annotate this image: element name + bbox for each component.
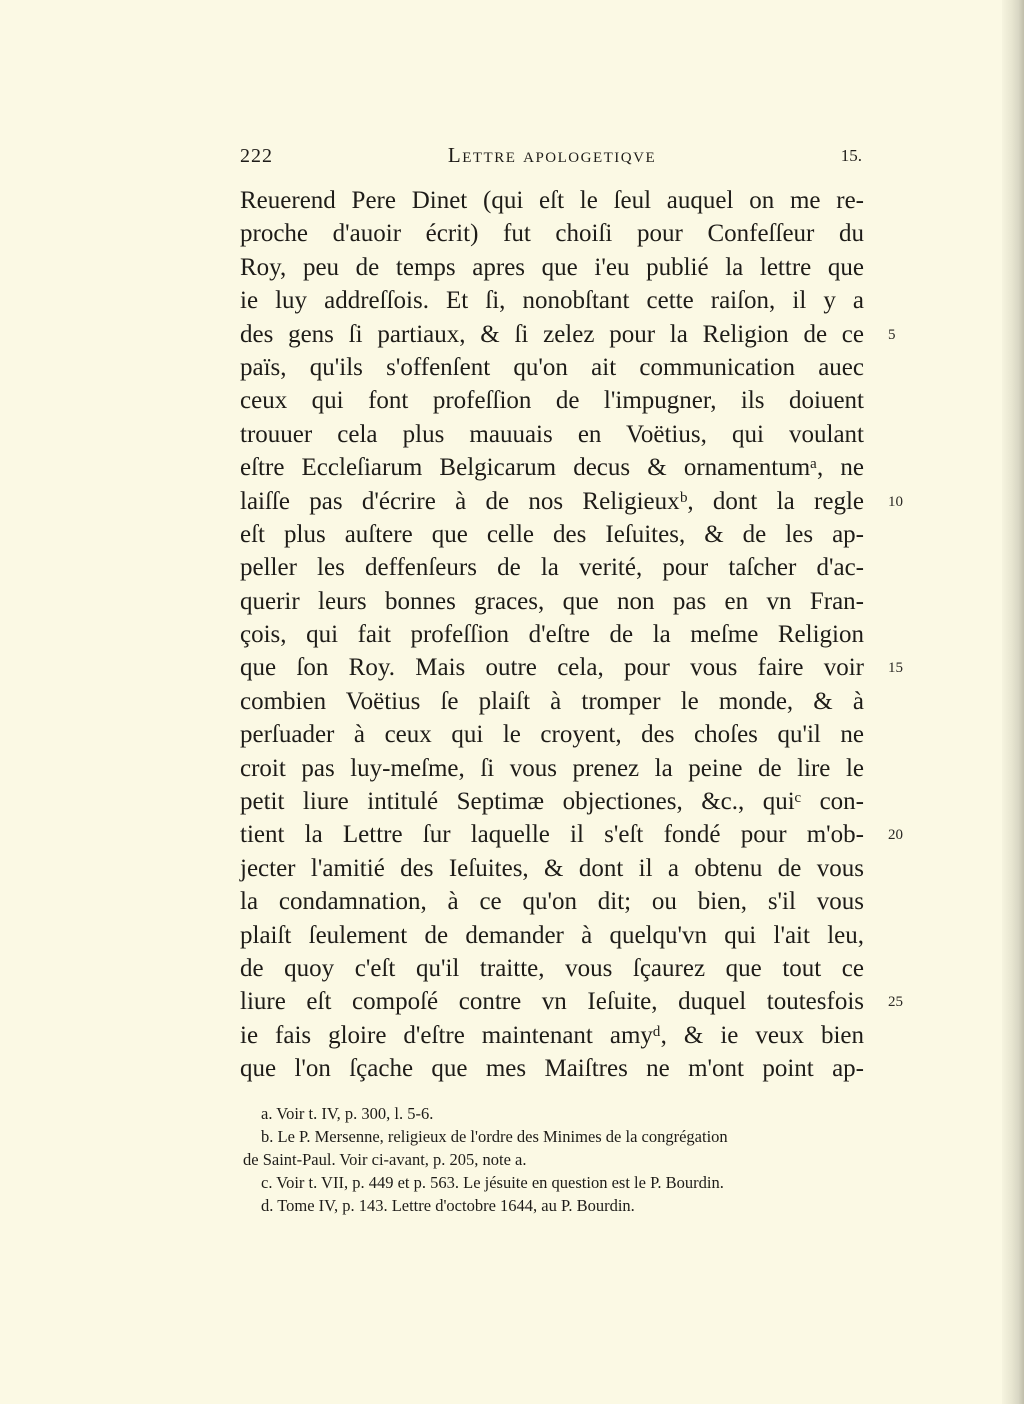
text-line: [240, 1052, 864, 1085]
footnote: [243, 1194, 867, 1217]
text-line: [240, 184, 864, 217]
text-line: [240, 518, 864, 551]
line-text: plaiſt ſeulement de demander à quelqu'vn qui l'ait leu,: [240, 921, 864, 949]
page-header: [240, 143, 864, 173]
text-line: [240, 451, 864, 484]
text-line: [240, 585, 864, 618]
text-line: [240, 351, 864, 384]
line-text: de quoy c'eſt qu'il traitte, vous ſçaurez que tout ce: [240, 954, 864, 982]
line-number: 25: [888, 994, 903, 1011]
text-line: [240, 551, 864, 584]
line-text: païs, qu'ils s'offenſent qu'on ait communication auec: [240, 353, 864, 381]
text-line: [240, 217, 864, 250]
line-text: eſt plus auſtere que celle des Ieſuites, & de les ap-: [240, 520, 864, 548]
text-line: [240, 418, 864, 451]
footnote-text: de Saint-Paul. Voir ci-avant, p. 205, note a.: [243, 1150, 527, 1169]
text-line: [240, 785, 864, 818]
line-number: 5: [888, 326, 896, 343]
text-line: [240, 818, 903, 851]
line-text: liure eſt compoſé contre vn Ieſuite, duquel toutesfois: [240, 988, 864, 1016]
text-line: [240, 1019, 864, 1052]
text-line: [240, 485, 903, 518]
page-number: 222: [240, 145, 273, 167]
line-text: petit liure intitulé Septimæ objectiones, &c., quiᶜ con-: [240, 788, 864, 816]
line-number: 15: [888, 660, 903, 677]
text-line: [240, 651, 903, 684]
text-line: [240, 685, 864, 718]
line-text: Roy, peu de temps apres que i'eu publié la lettre que: [240, 253, 864, 281]
line-text: croit pas luy-meſme, ſi vous prenez la peine de lire le: [240, 754, 864, 782]
footnote-text: a. Voir t. IV, p. 300, l. 5-6.: [261, 1104, 434, 1123]
footnote: [243, 1125, 867, 1148]
footnote-text: c. Voir t. VII, p. 449 et p. 563. Le jésuite en question est le P. Bourdin.: [261, 1173, 724, 1192]
text-line: [240, 852, 864, 885]
line-text: la condamnation, à ce qu'on dit; ou bien, s'il vous: [240, 888, 864, 916]
line-text: trouuer cela plus mauuais en Voëtius, qui voulant: [240, 420, 864, 448]
text-line: [240, 952, 864, 985]
text-line: [240, 251, 864, 284]
line-number: 10: [888, 493, 903, 510]
line-text: ie luy addreſſois. Et ſi, nonobſtant cette raiſon, il y a: [240, 287, 864, 315]
footnotes: [243, 1102, 867, 1217]
running-title: Lettre apologetiqve: [447, 143, 657, 167]
line-text: combien Voëtius ſe plaiſt à tromper le monde, & à: [240, 687, 864, 715]
text-line: [240, 284, 864, 317]
line-text: çois, qui fait profeſſion d'eſtre de la meſme Religion: [240, 621, 864, 649]
line-text: des gens ſi partiaux, & ſi zelez pour la Religion de ce: [240, 320, 864, 348]
line-text: tient la Lettre ſur laquelle il s'eſt fondé pour m'ob-: [240, 821, 864, 849]
line-text: querir leurs bonnes graces, que non pas en vn Fran-: [240, 587, 864, 615]
line-text: proche d'auoir écrit) fut choiſi pour Confeſſeur du: [240, 220, 864, 248]
page-edge-shadow: [1002, 0, 1024, 1404]
footnote-text: b. Le P. Mersenne, religieux de l'ordre des Minimes de la congrégation: [261, 1127, 728, 1146]
line-text: que ſon Roy. Mais outre cela, pour vous faire voir: [240, 654, 864, 682]
text-line: [240, 718, 864, 751]
footnote: [243, 1171, 867, 1194]
text-line: [240, 618, 864, 651]
line-text: Reuerend Pere Dinet (qui eſt le ſeul auquel on me re-: [240, 187, 864, 214]
text-line: [240, 752, 864, 785]
line-text: perſuader à ceux qui le croyent, des choſes qu'il ne: [240, 721, 864, 749]
footnote: [243, 1148, 867, 1171]
line-number: 20: [888, 827, 903, 844]
text-line: [240, 318, 896, 351]
text-line: [240, 985, 903, 1018]
letter-number: 15.: [840, 146, 862, 165]
line-text: laiſſe pas d'écrire à de nos Religieuxᵇ, dont la regle: [240, 487, 864, 515]
footnote: [243, 1102, 867, 1125]
text-line: [240, 384, 864, 417]
line-text: que l'on ſçache que mes Maiſtres ne m'ont point ap-: [240, 1055, 864, 1083]
line-text: ceux qui font profeſſion de l'impugner, ils doiuent: [240, 387, 864, 415]
footnote-text: d. Tome IV, p. 143. Lettre d'octobre 1644, au P. Bourdin.: [261, 1196, 635, 1215]
text-line: [240, 919, 864, 952]
line-text: eſtre Eccleſiarum Belgicarum decus & ornamentumᵃ, ne: [240, 454, 864, 482]
body-text: [240, 184, 903, 1086]
text-line: [240, 885, 864, 918]
line-text: peller les deffenſeurs de la verité, pour taſcher d'ac-: [240, 554, 864, 582]
line-text: ie fais gloire d'eſtre maintenant amyᵈ, & ie veux bien: [240, 1021, 864, 1049]
line-text: jecter l'amitié des Ieſuites, & dont il a obtenu de vous: [240, 854, 864, 882]
